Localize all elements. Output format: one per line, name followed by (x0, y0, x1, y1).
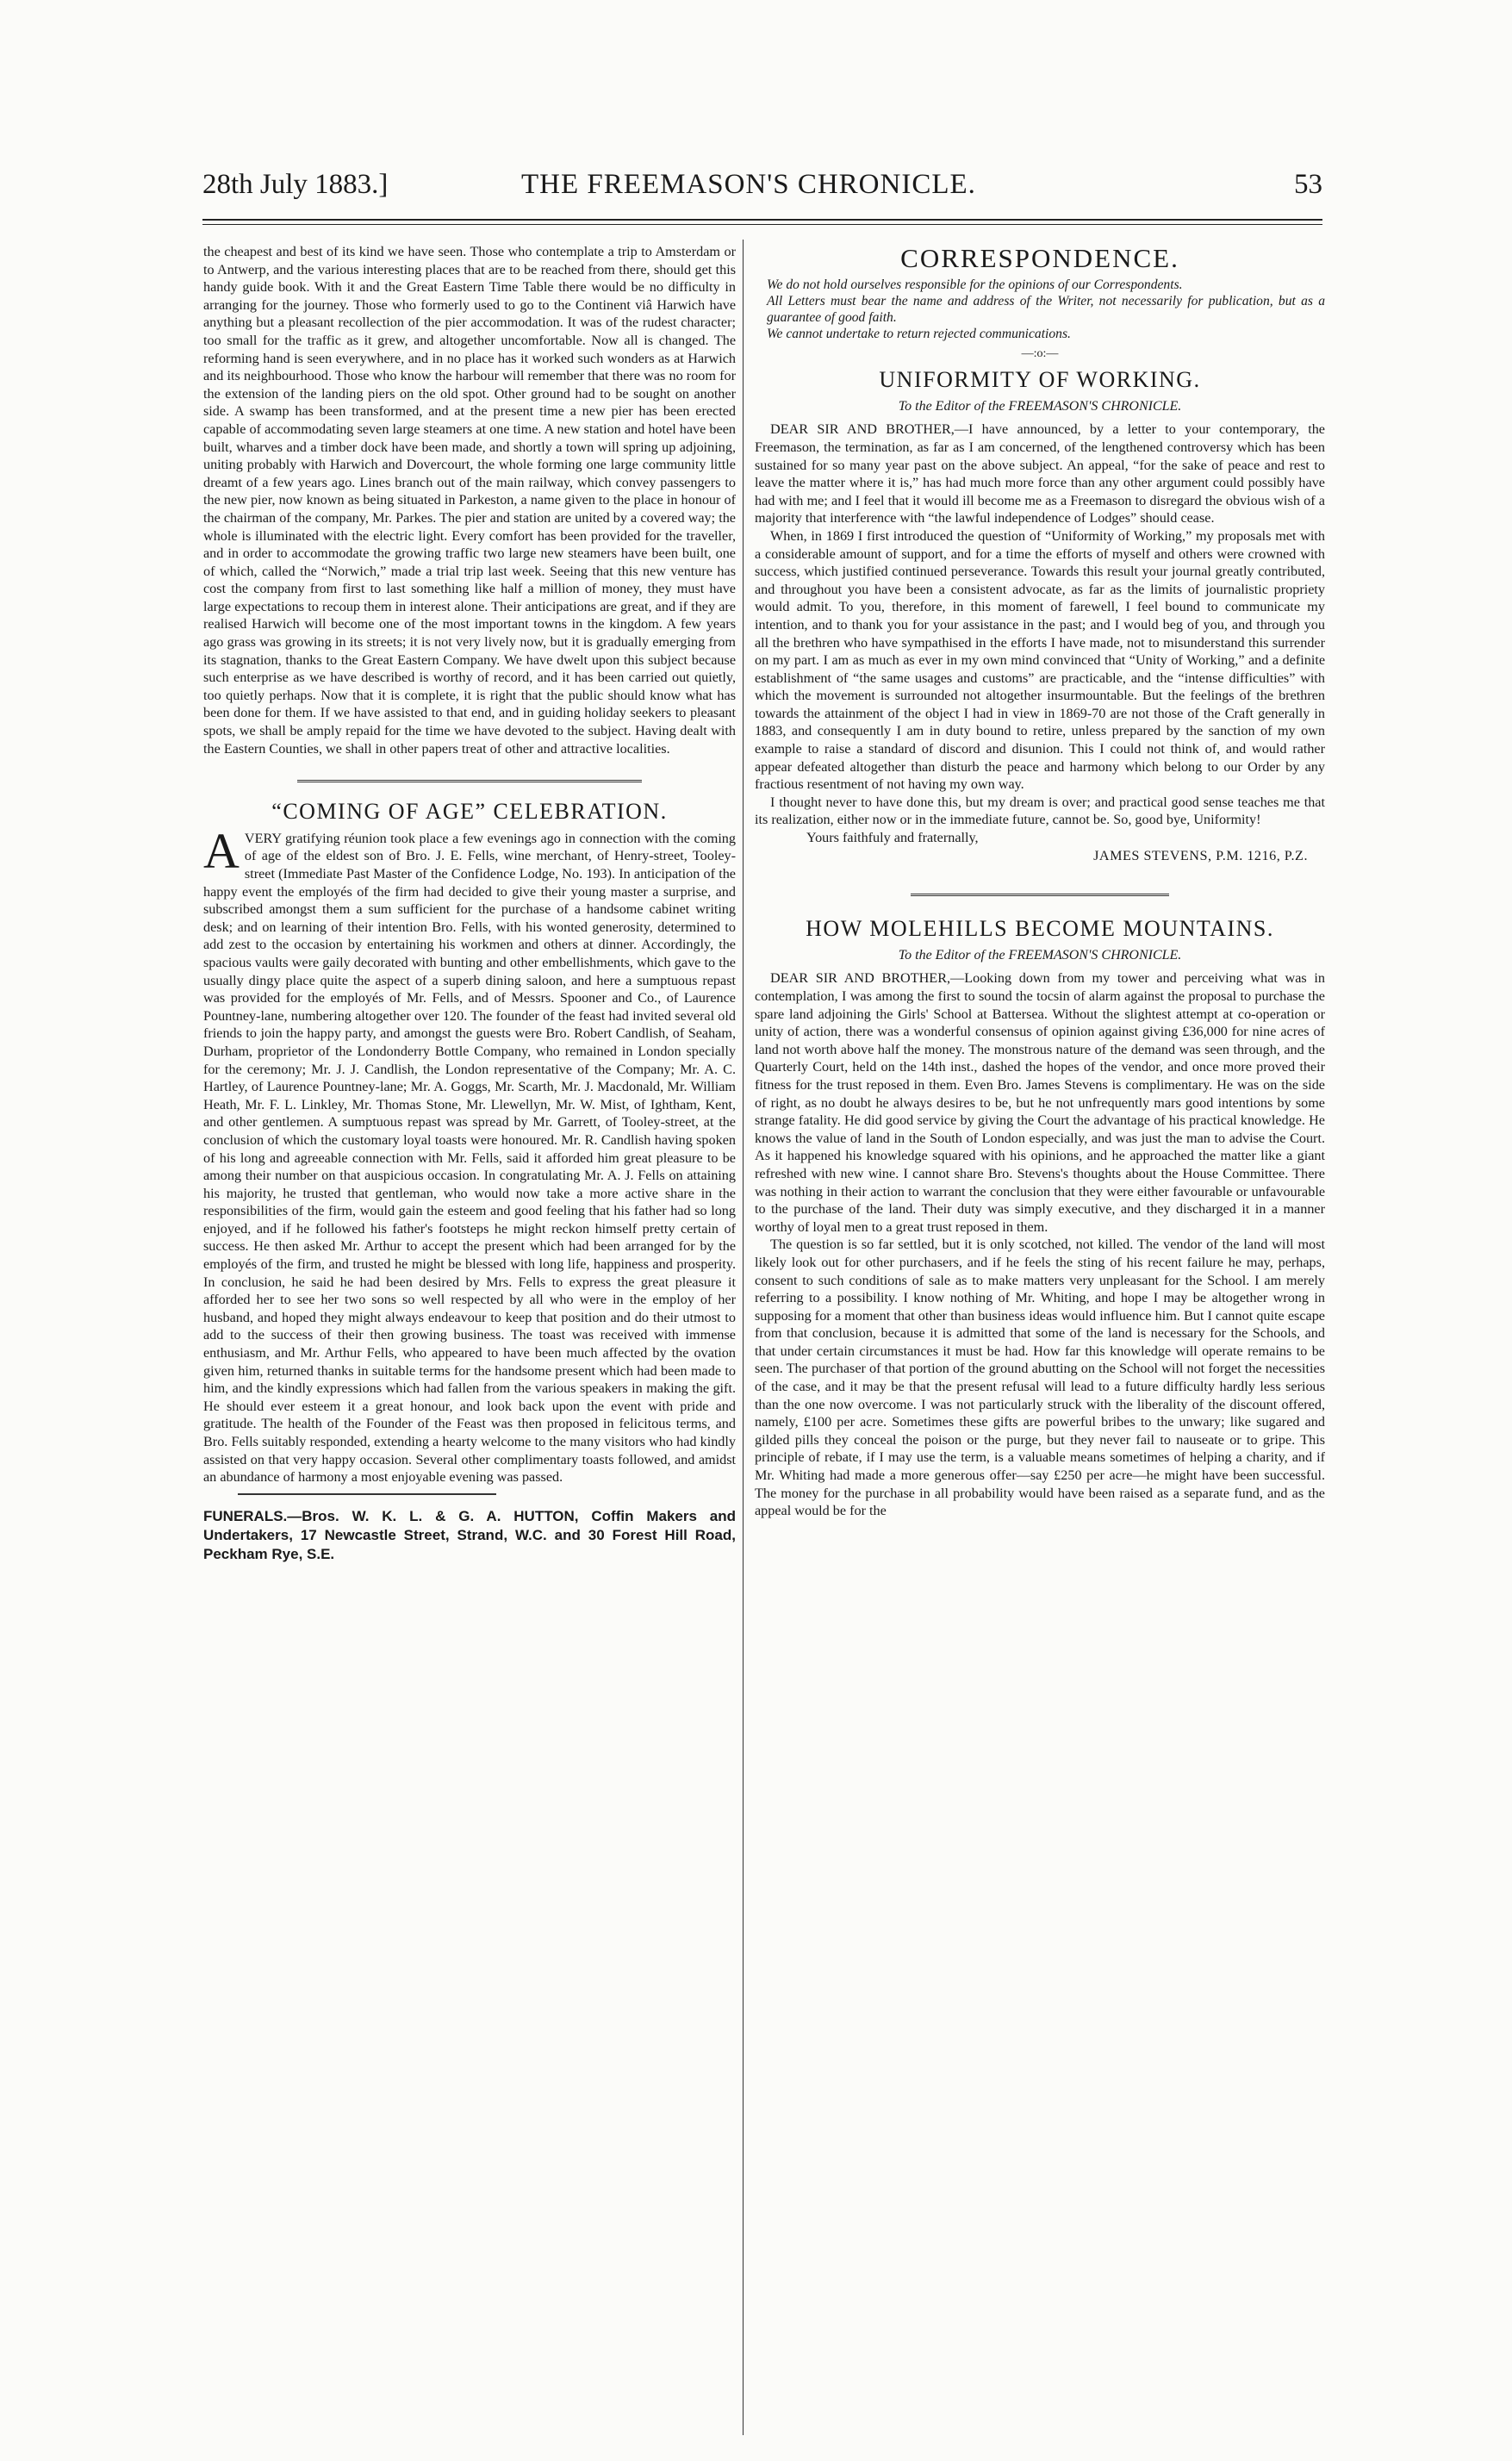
correspondence-title: CORRESPONDENCE. (900, 243, 1179, 273)
page-header (202, 169, 1322, 203)
header-rule (202, 219, 1322, 221)
letter-closing: Yours faithfuly and fraternally, (806, 830, 979, 846)
coming-of-age-body: VERY gratifying réunion took place a few evenings ago in connection with the coming of age of the eldest son of Bro. J. E. Fells, wine merchant, of Henry-street, Tooley-street (Immediate Past Master of the Confidence Lodge, No. 193). In anticipation of the happy event the employés of the firm had decided to give their young master a surprise, and subscribed amongst them a sum sufficient for the purchase of a handsome cabinet writing desk; and on learning of their intention Bro. Fells, with his wonted generosity, determined to add zest to the occasion by entertaining his workmen and others at dinner. Accordingly, the spacious vaults were gaily decorated with bunting and other embellishments, which gave to the usually dingy place quite the aspect of a superb dining saloon, and here a sumptuous repast was provided for the employés of Mr. Fells, and of Messrs. Spooner and Co., of Laurence Pountney-lane, numbering altogether over 120. The founder of the feast had invited several old friends to join the happy party, and amongst the guests were Bro. Robert Candlish, of Seaham, Durham, proprietor of the Londonderry Bottle Company, who remained in London specially for the ceremony; Mr. J. J. Candlish, the London representative of the Company; Mr. A. C. Hartley, of Laurence Pountney-lane; Mr. A. Goggs, Mr. Scarth, Mr. J. Macdonald, Mr. William Heath, Mr. F. L. Linkley, Mr. Thomas Stone, Mr. Llewellyn, Mr. W. Mist, of Ightham, Kent, and other gentlemen. A sumptuous repast was spread by Mr. Garrett, of Tooley-street, at the conclusion of which the customary loyal toasts were honoured. Mr. R. Candlish having spoken of his long and agreeable connection with Mr. Fells, said it afforded him great pleasure to be among their number on that auspicious occasion. In congratulating Mr. A. J. Fells on attaining his majority, he trusted that gentleman, who would now take a more active share in the responsibilities of the firm, would gain the esteem and good feeling that his father had so long enjoyed, and if he followed his father's footsteps he might reckon himself pretty certain of success. He then asked Mr. Arthur to accept the present which had been arranged for by the employés of the firm, and trusted he might be blessed with long life, happiness and prosperity. In conclusion, he said he had been desired by Mrs. Fells to express the great pleasure it afforded her to see her two sons so well respected by all who were in the employ of her husband, and hoped they might always endeavour to keep that position and do their utmost to add to the success of their then growing business. The toast was received with immense enthusiasm, and Mr. Arthur Fells, who appeared to have been much affected by the ovation given him, returned thanks in suitable terms for the handsome present which had been made to him, and the kindly expressions which had fallen from the various speakers in making the gift. He should ever esteem it a great honour, and look back upon the event with pride and gratitude. The health of the Founder of the Feast was then proposed in felicitous terms, and Bro. Fells suitably responded, extending a hearty welcome to the many visitors who had kindly assisted on that very happy occasion. Several other complimentary toasts followed, and amidst an abundance of harmony a most enjoyable evening was passed. (203, 830, 736, 1486)
ornament: —:o:— (1021, 346, 1059, 360)
page-number: 53 (1294, 169, 1322, 200)
coming-of-age-title: “COMING OF AGE” CELEBRATION. (271, 799, 668, 825)
letter-paragraph: When, in 1869 I first introduced the question of “Uniformity of Working,” my proposals met with a considerable amount of support, and for a time the efforts of myself and others were crowned with success, which justified continued perseverance. Towards this result your journal greatly contributed, and throughout you have been a consistent advocate, as far as the limits of journalistic propriety would admit. To you, therefore, in this moment of farewell, I feel bound to communicate my intention, and to thank you for your assistance in the past; and I would beg of you, and through you all the brethren who have sympathised in the efforts I have made, not to misunderstand this surrender on my part. I am as much as ever in my own mind convinced that “Unity of Working,” and a definite establishment of “the same usages and customs” are practicable, and the “intense difficulties” with which the movement is surrounded not altogether insurmountable. But the feelings of the brethren towards the attainment of the object I had in view in 1869-70 are not those of the Craft generally in 1883, and consequently I am in duty bound to retire, unless prepared by the sanction of my own example to raise a standard of discord and disunion. This I could not think of, and would rather appear defeated altogether than disturb the peace and harmony which belong to our Order by any fractious resentment of not having my own way. (755, 527, 1325, 793)
letter-paragraph: The question is so far settled, but it is only scotched, not killed. The vendor of the land will most likely look out for other purchasers, and if he feels the sting of his recent failure he may, perhaps, consent to such conditions of sale as to make matters very unpleasant for the School. I am merely referring to a possibility. I know nothing of Mr. Whiting, and hope I may be altogether wrong in supposing for a moment that other than business ideas would influence him. But I cannot quite escape from that conclusion, because it is admitted that some of the land is necessary for the Schools, and that under certain circumstances it must be had. How far this knowledge will operate remains to be seen. The purchaser of that portion of the ground abutting on the School will not forget the necessities of the case, and it may be that the present refusal will lead to a future difficulty hardly less serious than the one now overcome. I was not particularly struck with the liberality of the discount offered, namely, £100 per acre. Sometimes these gifts are powerful bribes to the unwary; like sugared and gilded pills they conceal the poison or the purge, but they never fail to nauseate or to gripe. This principle of rebate, if I may use the term, is a valuable means sometimes of helping a charity, and if Mr. Whiting had made a more generous offer—say £250 per acre—he might have been successful. The money for the purchase in all probability would have been raised as a separate fund, and as the appeal would be for the (755, 1237, 1325, 1519)
masthead-title: THE FREEMASON'S CHRONICLE. (521, 169, 976, 200)
left-column (203, 243, 736, 1564)
section-divider (297, 780, 642, 784)
editorial-note: We cannot undertake to return rejected communications. (767, 326, 1071, 341)
letter-addressee: To the Editor of the FREEMASON'S CHRONICLE. (898, 947, 1182, 963)
editorial-note: We do not hold ourselves responsible for the opinions of our Correspondents. (767, 277, 1183, 292)
letter-paragraph: DEAR SIR AND BROTHER,—I have announced, by a letter to your contemporary, the Freemason, the termination, as far as I am concerned, of the lengthened controversy which has been sustained for so many year past on the above subject. An appeal, “for the sake of peace and rest to leave the matter where it is,” has had much more force than any other argument could possibly have had with me; and I feel that it would ill become me as a Freemason to disregard the obvious wish of a majority that interference with “the lawful independence of Lodges” should cease. (755, 421, 1325, 526)
letter-signature: JAMES STEVENS, P.M. 1216, P.Z. (1093, 847, 1308, 863)
drop-cap: A (203, 822, 240, 879)
letter-paragraph: DEAR SIR AND BROTHER,—Looking down from my tower and perceiving what was in contemplation, I was among the first to sound the tocsin of alarm against the proposal to purchase the spare land adjoining the Girls' School at Battersea. Without the slightest attempt at co-operation or unity of action, there was a wonderful consensus of opinion against giving £36,000 for nine acres of land not worth above half the money. The monstrous nature of the demand was seen through, and the Quarterly Court, held on the 14th inst., dashed the hopes of the vendor, and once more proved their fitness for the trust reposed in them. Even Bro. James Stevens is complimentary. He was on the side of right, as no doubt he always desires to be, but he not unfrequently mars good intentions by some strange fatality. He did good service by giving the Court the advantage of his practical knowledge. He knows the value of land in the South of London especially, and was just the man to advise the Court. As it happened his knowledge squared with his opinions, and he approached the matter like a giant refreshed with new wine. I cannot share Bro. Stevens's thoughts about the House Committee. There was nothing in their action to warrant the conclusion that they were either favourable or unfavourable to the purchase of the land. Their duty was simply executive, and they discharged it in a manner worthy of loyal men to a great trust reposed in them. (755, 970, 1325, 1235)
funeral-advertisement: FUNERALS.—Bros. W. K. L. & G. A. HUTTON, Coffin Makers and Undertakers, 17 Newcastle Street, Strand, W.C. and 30 Forest Hill Road, Peckham Rye, S.E. (203, 1507, 736, 1562)
column-separator (743, 240, 744, 2435)
molehills-title: HOW MOLEHILLS BECOME MOUNTAINS. (806, 916, 1274, 942)
header-rule-thin (202, 224, 1322, 225)
section-divider (911, 894, 1169, 898)
letter-addressee: To the Editor of the FREEMASON'S CHRONICLE. (898, 398, 1182, 414)
issue-date: 28th July 1883.] (202, 169, 389, 200)
letter-paragraph: I thought never to have done this, but my dream is over; and practical good sense teaches me that its realization, either now or in the immediate future, cannot be. So, good bye, Uniformity! (755, 794, 1325, 828)
uniformity-title: UNIFORMITY OF WORKING. (879, 367, 1201, 393)
harwich-article-text: the cheapest and best of its kind we have seen. Those who contemplate a trip to Amsterdam or to Antwerp, and the various interesting places that are to be reached from there, should get this handy guide book. With it and the Great Eastern Time Table there would be no difficulty in arranging for the journey. Those who formerly used to go to the Continent viâ Harwich have anything but a pleasant recollection of the pier accommodation. It was of the rudest character; too small for the traffic as it grew, and altogether uncomfortable. Now all is changed. The reforming hand is seen everywhere, and in no place has it worked such wonders as at Harwich and its neighbourhood. Those who know the harbour will remember that there was no room for the extension of the landing piers on the old spot. Other ground had to be sought on another side. A swamp has been transformed, and at the present time a new pier has been erected capable of accommodating seven large steamers at one time. A new station and hotel have been built, wharves and a timber dock have been made, and shortly a town will spring up adjoining, uniting probably with Harwich and Dovercourt, the whole forming one large community little dreamt of a few years ago. Lines branch out of the main railway, which convey passengers to the new pier, now known as being situated in Parkeston, a name given to the place in honour of the chairman of the company, Mr. Parkes. The pier and station are united by a covered way; the whole is illuminated with the electric light. Every comfort has been provided for the traveller, and in order to accommodate the growing traffic two large new steamers have been built, one of which, called the “Norwich,” made a trial trip last week. Seeing that this new venture has cost the company from first to last something like half a million of money, they must have large expectations to recoup them in interest alone. Their anticipations are great, and if they are realised Harwich will become one of the most important towns in the kingdom. A few years ago grass was growing in its streets; it is not very lively now, but it is gradually emerging from its stagnation, thanks to the Great Eastern Company. We have dwelt upon this subject because such enterprise as we have described is worthy of record, and it has been carried out quietly, too quietly perhaps. Now that it is complete, it is right that the public should know what has been done for them. If we have assisted to that end, and in guiding holiday seekers to pleasant spots, we shall be amply repaid for the time we have devoted to the subject. Having dealt with the Eastern Counties, we shall in other papers treat of other and attractive localities. (203, 244, 736, 757)
coming-of-age-text (203, 822, 736, 1486)
right-column (755, 243, 1325, 1520)
editorial-note: All Letters must bear the name and address of the Writer, not necessarily for publication, but as a guarantee of good faith. (767, 293, 1325, 325)
advertisement-rule (238, 1493, 496, 1495)
